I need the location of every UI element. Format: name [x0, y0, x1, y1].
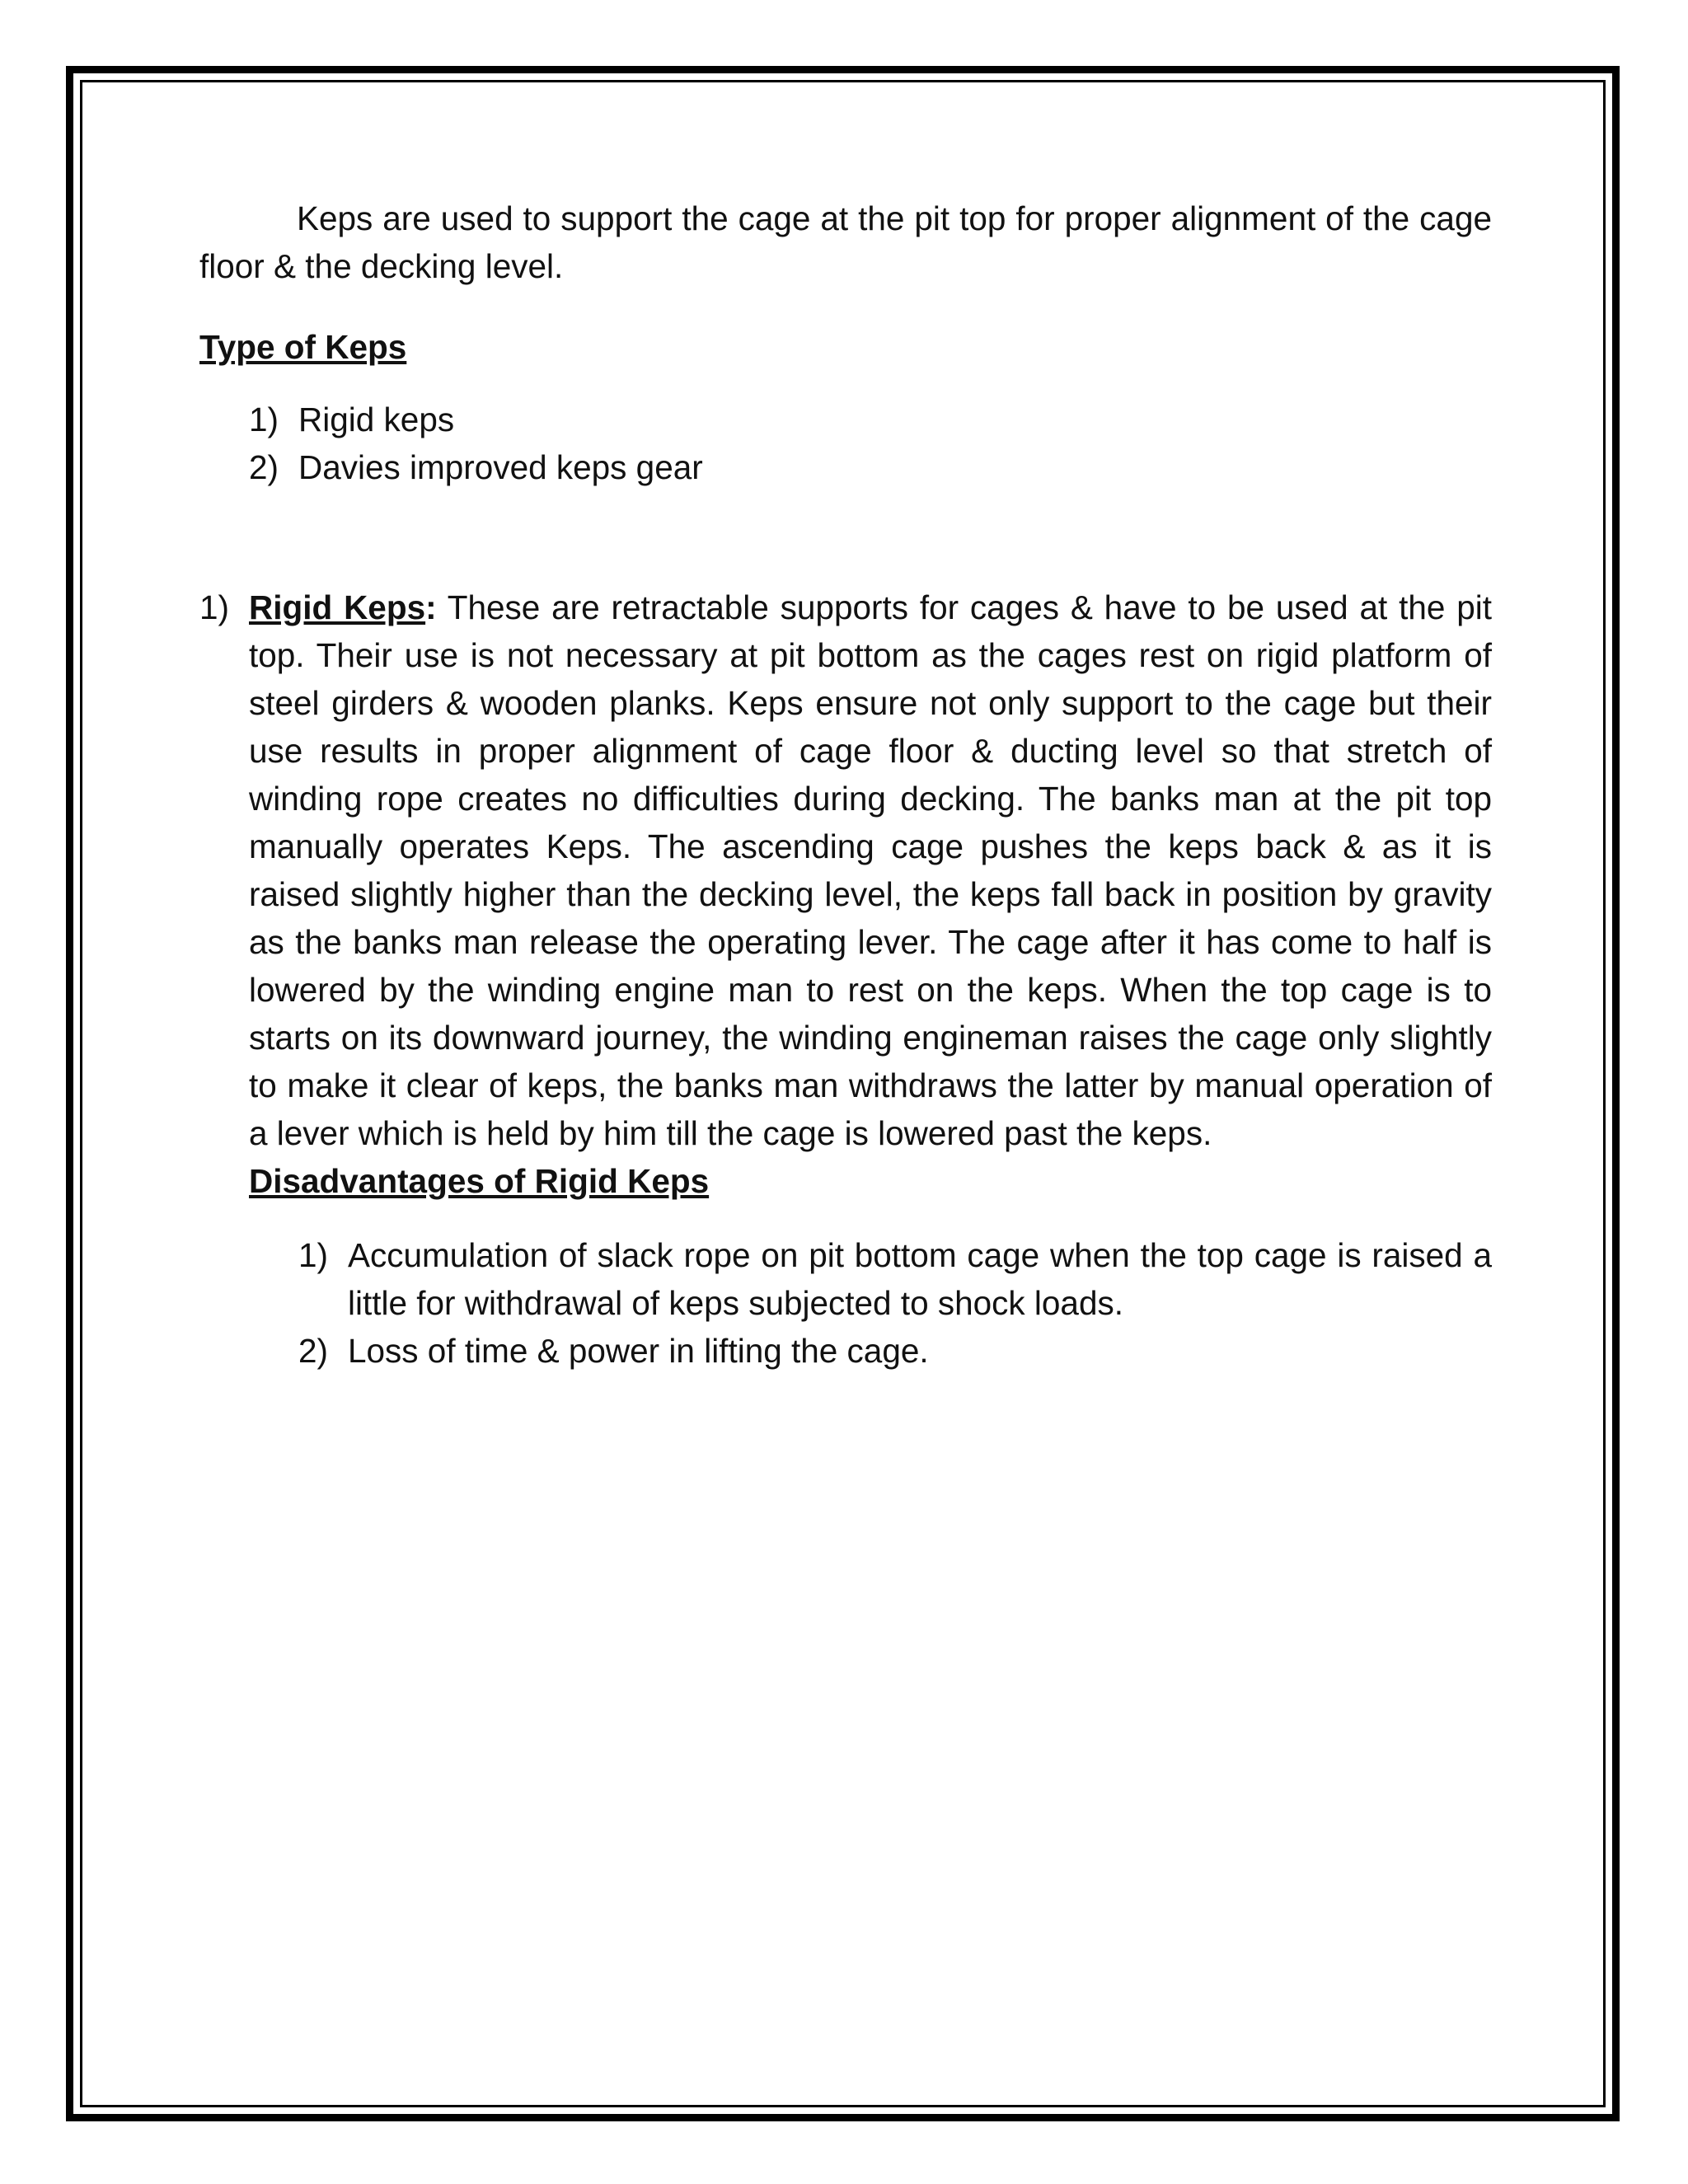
type-of-keps-heading: Type of Keps	[199, 328, 407, 366]
section-number: 1)	[199, 588, 230, 626]
title-colon: :	[425, 588, 437, 626]
disadvantages-heading: Disadvantages of Rigid Keps	[249, 1162, 710, 1200]
list-number: 1)	[298, 1236, 329, 1274]
intro-paragraph: Keps are used to support the cage at the pit top for proper alignment of the cage floor & the decking level.	[199, 199, 1492, 285]
rigid-keps-paragraph	[249, 583, 1492, 1157]
list-item-text: Accumulation of slack rope on pit bottom cage when the top cage is raised a little for withdrawal of keps subjected to shock loads.	[348, 1236, 1492, 1322]
rigid-keps-title: Rigid Keps	[249, 588, 426, 626]
list-number: 2)	[298, 1332, 329, 1370]
rigid-keps-body: These are retractable supports for cages & have to be used at the pit top. Their use is not necessary at pit bottom as the cages rest on rigid platform of steel girders & wooden planks. Keps ensure not only support to the cage but their use results in proper alignment of cage floor & ducting level so that stretch of winding rope creates no difficulties during decking. The banks man at the pit top manually operates Keps. The ascending cage pushes the keps back & as it is raised slightly higher than the decking level, the keps fall back in position by gravity as the banks man release the operating lever. The cage after it has come to half is lowered by the winding engine man to rest on the keps. When the top cage is to starts on its downward journey, the winding engineman raises the cage only slightly to make it clear of keps, the banks man withdraws the latter by manual operation of a lever which is held by him till the cage is lowered past the keps.	[249, 588, 1492, 1152]
list-number: 2)	[249, 448, 279, 486]
list-number: 1)	[249, 401, 279, 438]
document-content	[199, 194, 1492, 1375]
rigid-keps-section	[199, 583, 1492, 1375]
disadvantages-list	[249, 1231, 1492, 1375]
list-item-text: Davies improved keps gear	[298, 448, 703, 486]
list-item	[199, 396, 1492, 443]
list-item	[249, 1327, 1492, 1375]
section-body	[249, 583, 1492, 1375]
list-item-text: Loss of time & power in lifting the cage.	[348, 1332, 929, 1370]
keps-type-list	[199, 396, 1492, 491]
list-item	[249, 1231, 1492, 1327]
list-item-text: Rigid keps	[298, 401, 455, 438]
list-item	[199, 443, 1492, 491]
